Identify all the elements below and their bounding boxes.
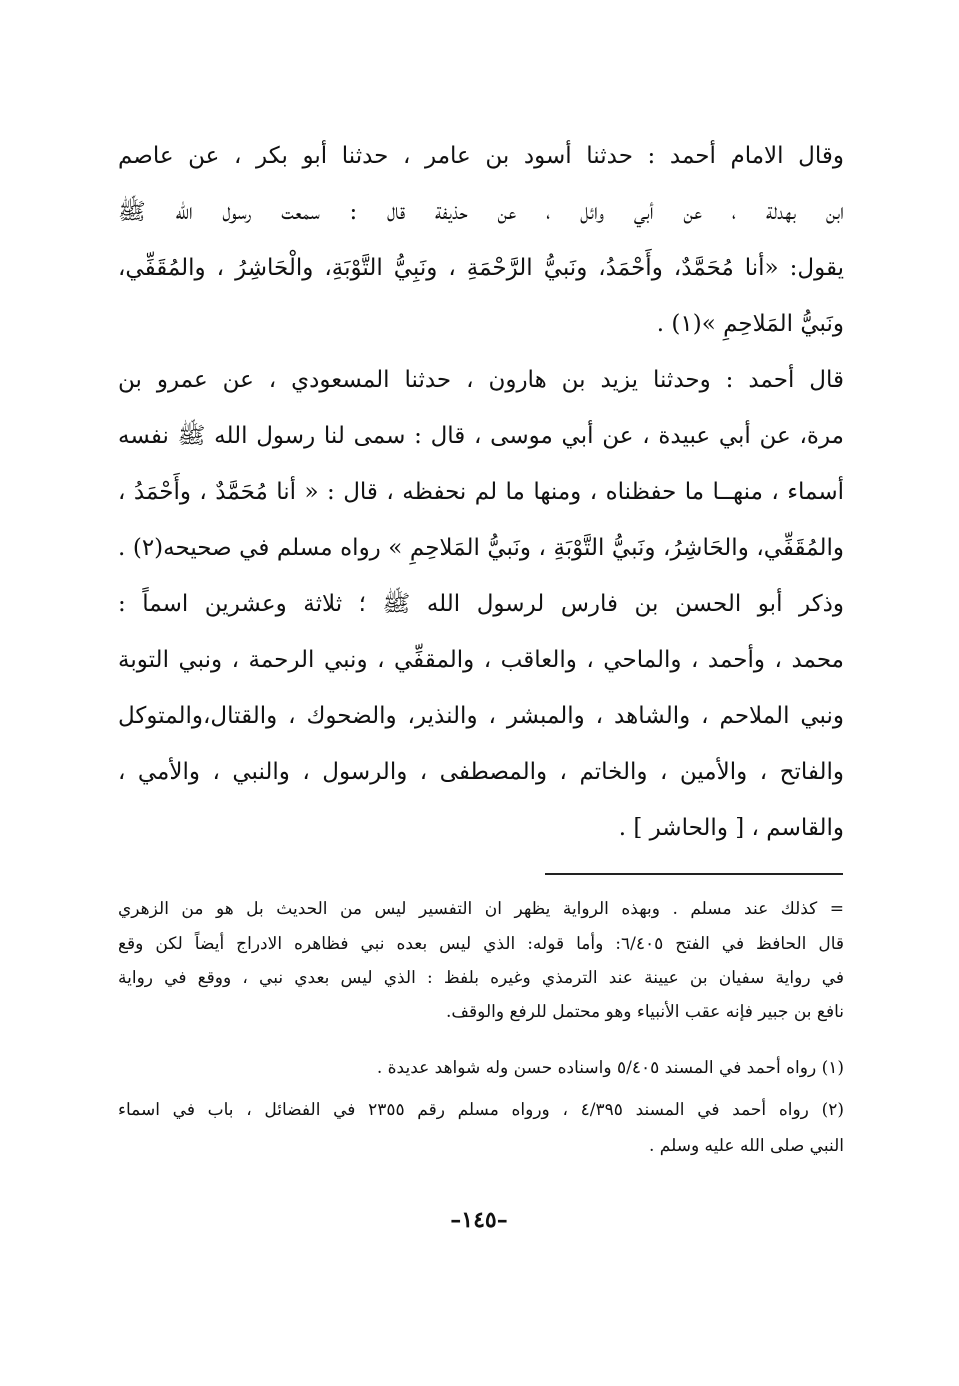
body-line-10: محمد ، وأحمد ، والماحي ، والعاقب ، والمقفِّي ، ونبي الرحمة ، ونبي التوبة xyxy=(118,647,844,673)
body-line-4: ونَبيُّ المَلاحِمِ »(١) . xyxy=(656,311,844,337)
footnote-2: (٢) رواه أحمد في المسند ٤/٣٩٥ ، ورواه مسلم رقم ٢٣٥٥ في الفضائل ، باب في اسماء xyxy=(118,1100,844,1120)
page-number: –١٤٥– xyxy=(450,1207,508,1233)
body-line-6: مرة، عن أبي عبيدة ، عن أبي موسى ، قال : سمى لنا رسول الله ﷺ نفسه xyxy=(118,423,844,449)
body-line-5: قال أحمد : وحدثنا يزيد بن هارون ، حدثنا المسعودي ، عن عمرو بن xyxy=(118,367,844,393)
body-line-13: والقاسم ، [ والحاشر ] . xyxy=(618,815,844,841)
footnote-1: (١) رواه أحمد في المسند ٥/٤٠٥ واسناده حسن وله شواهد عديدة . xyxy=(376,1058,844,1078)
body-line-2: ابن بهدلة ، عن أبي وائل ، عن حذيفة قال : سمعت رسول الله ﷺ xyxy=(118,199,844,225)
body-line-3: يقول: «أنا مُحَمَّدٌ، وأَحْمَدُ، ونَبيُّ الرَّحْمَةِ ، ونَبِيُّ التَّوْبَةِ، والْحَاشِرُ ، والمُقَفِّي، xyxy=(118,255,844,281)
footnote-line-1: = كذلك عند مسلم . وبهذه الرواية يظهر ان التفسير ليس من الحديث بل هو من الزهري xyxy=(118,899,844,919)
footnote-line-3: في رواية سفيان بن عيينة عند الترمذي وغيره بلفظ : الذي ليس بعدي نبي ، ووقع في رواية xyxy=(118,968,844,988)
body-line-11: ونبي الملاحم ، والشاهد ، والمبشر ، والنذير، والضحوك ، والقتال،والمتوكل xyxy=(118,703,844,729)
body-line-12: والفاتح ، والأمين ، والخاتم ، والمصطفى ، والرسول ، والنبي ، والأمي ، xyxy=(118,759,844,785)
footnote-divider xyxy=(545,873,843,875)
footnote-2-continued: النبي صلى الله عليه وسلم . xyxy=(648,1136,844,1156)
body-line-1: وقال الامام أحمد : حدثنا أسود بن عامر ، حدثنا أبو بكر ، عن عاصم xyxy=(118,143,844,169)
body-line-9: وذكر أبو الحسن بن فارس لرسول الله ﷺ ؛ ثلاثة وعشرين اسماً : xyxy=(118,591,844,617)
footnote-line-2: قال الحافظ في الفتح ٦/٤٠٥: وأما قوله: الذي ليس بعده نبي فظاهره الادراج أيضاً لكن وقع xyxy=(118,934,844,954)
body-line-8: والمُقَفِّي، والحَاشِرُ، ونَبيُّ التَّوْبَةِ ، ونَبيُّ المَلاحِمِ » رواه مسلم في صحيحه(٢) . xyxy=(118,535,844,561)
footnote-line-4: نافع بن جبير فإنه عقب الأنبياء وهو محتمل للرفع والوقف. xyxy=(446,1002,844,1022)
body-line-7: أسماء ، منهــا ما حفظناه ، ومنها ما لم نحفظه ، قال : « أنا مُحَمَّدٌ ، وأَحْمَدُ ، xyxy=(118,479,844,505)
